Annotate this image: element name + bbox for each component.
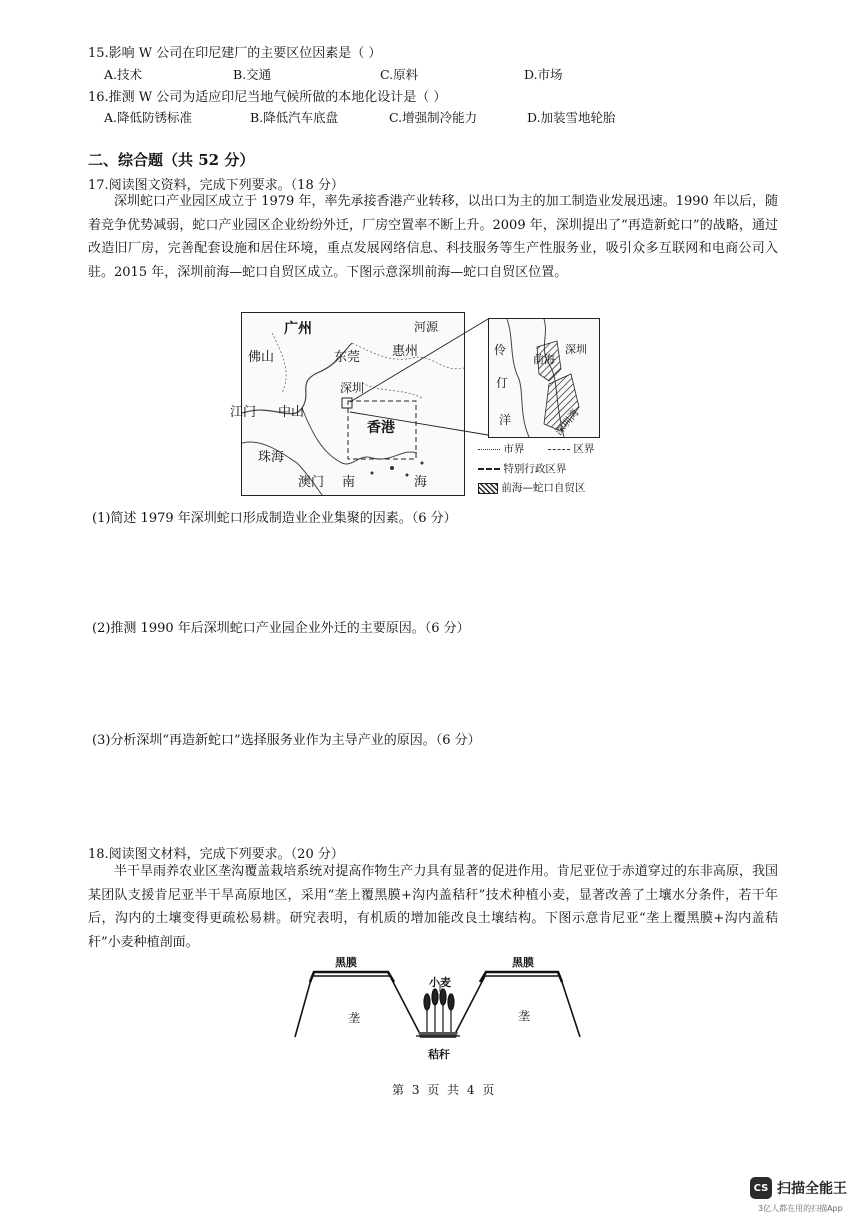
q15-stem: 15.影响 W 公司在印尼建厂的主要区位因素是（ ） — [88, 46, 382, 61]
legend-city-border-swatch — [478, 449, 500, 450]
q16-option-c: C.增强制冷能力 — [389, 110, 478, 125]
inset-label-ding: 仃 — [496, 376, 509, 390]
map-label-dongguan: 东莞 — [334, 350, 361, 365]
legend-district-border — [548, 441, 594, 456]
legend-ftz-swatch — [478, 483, 498, 494]
q17-stem: 17.阅读图文资料，完成下列要求。（18 分） — [88, 178, 344, 193]
q17-sub2: (2)推测 1990 年后深圳蛇口产业园企业外迁的主要原因。（6 分） — [92, 621, 470, 636]
map-label-foshan: 佛山 — [248, 350, 275, 365]
q15-option-d: D.市场 — [524, 67, 563, 82]
map-label-zhuhai: 珠海 — [258, 450, 285, 465]
q16-option-b: B.降低汽车底盘 — [250, 110, 339, 125]
scanner-logo-name: 扫描全能王 — [777, 1181, 847, 1197]
legend-city-border — [478, 441, 524, 456]
map-label-heyuan: 河源 — [414, 320, 439, 334]
q18-stem: 18.阅读图文材料，完成下列要求。（20 分） — [88, 847, 344, 862]
q16-option-a: A.降低防锈标准 — [104, 110, 193, 125]
legend-ftz-label: 前海—蛇口自贸区 — [501, 482, 586, 494]
legend-district-border-swatch — [548, 449, 570, 450]
q16-stem: 16.推测 W 公司为适应印尼当地气候所做的本地化设计是（ ） — [88, 90, 447, 105]
label-black-film-left: 黑膜 — [335, 956, 357, 969]
page-footer: 第 3 页 共 4 页 — [392, 1083, 497, 1097]
legend-sar-border-label: 特别行政区界 — [503, 463, 567, 475]
wheat-profile-diagram — [290, 952, 590, 1064]
map-label-guangzhou: 广州 — [284, 321, 312, 337]
q17-sub3: (3)分析深圳“再造新蛇口”选择服务业作为主导产业的原因。（6 分） — [92, 733, 481, 748]
label-ridge-right: 垄 — [518, 1009, 531, 1023]
label-wheat: 小麦 — [429, 976, 451, 989]
map-connector — [340, 317, 490, 437]
map-label-jiangmen: 江门 — [230, 405, 257, 420]
map-label-macau: 澳门 — [298, 475, 325, 490]
q15-option-c: C.原料 — [380, 67, 419, 82]
inset-label-shenzhen: 深圳 — [565, 343, 587, 356]
map-label-huizhou: 惠州 — [392, 344, 419, 359]
q15-option-b: B.交通 — [233, 67, 272, 82]
inset-map — [488, 318, 600, 438]
scanner-logo-icon: CS — [750, 1177, 772, 1199]
legend-ftz — [478, 480, 585, 495]
map-label-shenzhen: 深圳 — [340, 381, 365, 395]
section-title: 二、综合题（共 52 分） — [88, 151, 255, 169]
label-ridge-left: 垄 — [348, 1011, 361, 1025]
q17-sub1: (1)简述 1979 年深圳蛇口形成制造业企业集聚的因素。（6 分） — [92, 511, 457, 526]
legend-sar-border — [478, 461, 566, 476]
q18-paragraph: 半干旱雨养农业区垄沟覆盖栽培系统对提高作物生产力具有显著的促进作用。肯尼亚位于赤道穿过的东非高原，我国某团队支援肯尼亚半干旱高原地区，采用“垄上覆黑膜+沟内盖秸秆”技术种植小麦，显著改善了土壤水分条件，若干年后，沟内的土壤变得更疏松易耕。研究表明，有机质的增加能改良土壤结构。下图示意肯尼亚“垄上覆黑膜+沟内盖秸秆”小麦种植剖面。 — [88, 864, 778, 950]
inset-label-shenzhen-bay: 深圳湾 — [553, 407, 582, 438]
inset-label-ling: 伶 — [494, 343, 507, 357]
q17-paragraph: 深圳蛇口产业园区成立于 1979 年，率先承接香港产业转移，以出口为主的加工制造业发展迅速。1990 年以后，随着竞争优势减弱，蛇口产业园区企业纷纷外迁，厂房空置率不断上升。2009 年，深圳提出了“再造新蛇口”的战略，通过改造旧厂房，完善配套设施和居住环境，重点发展网络信息、科技服务等生产性服务业，吸引众多互联网和电商公司入驻。2015 年，深圳前海—蛇口自贸区成立。下图示意深圳前海—蛇口自贸区位置。 — [88, 194, 778, 280]
map-label-zhongshan: 中山 — [278, 405, 305, 420]
label-black-film-right: 黑膜 — [512, 956, 534, 969]
inset-label-qianhai: 前海 — [533, 353, 555, 366]
legend-sar-border-swatch — [478, 468, 500, 470]
map-label-nan: 南 — [342, 475, 356, 490]
map-label-hongkong: 香港 — [367, 420, 395, 436]
scanner-watermark — [750, 1177, 847, 1199]
legend-city-border-label: 市界 — [503, 443, 525, 455]
scanner-logo-tagline: 3亿人都在用的扫描App — [758, 1204, 843, 1213]
inset-label-yang: 洋 — [499, 413, 512, 427]
legend-district-border-label: 区界 — [573, 443, 595, 455]
label-straw: 秸秆 — [428, 1048, 450, 1061]
q16-option-d: D.加装雪地轮胎 — [527, 110, 616, 125]
map-label-hai: 海 — [414, 475, 428, 490]
q15-option-a: A.技术 — [104, 67, 143, 82]
